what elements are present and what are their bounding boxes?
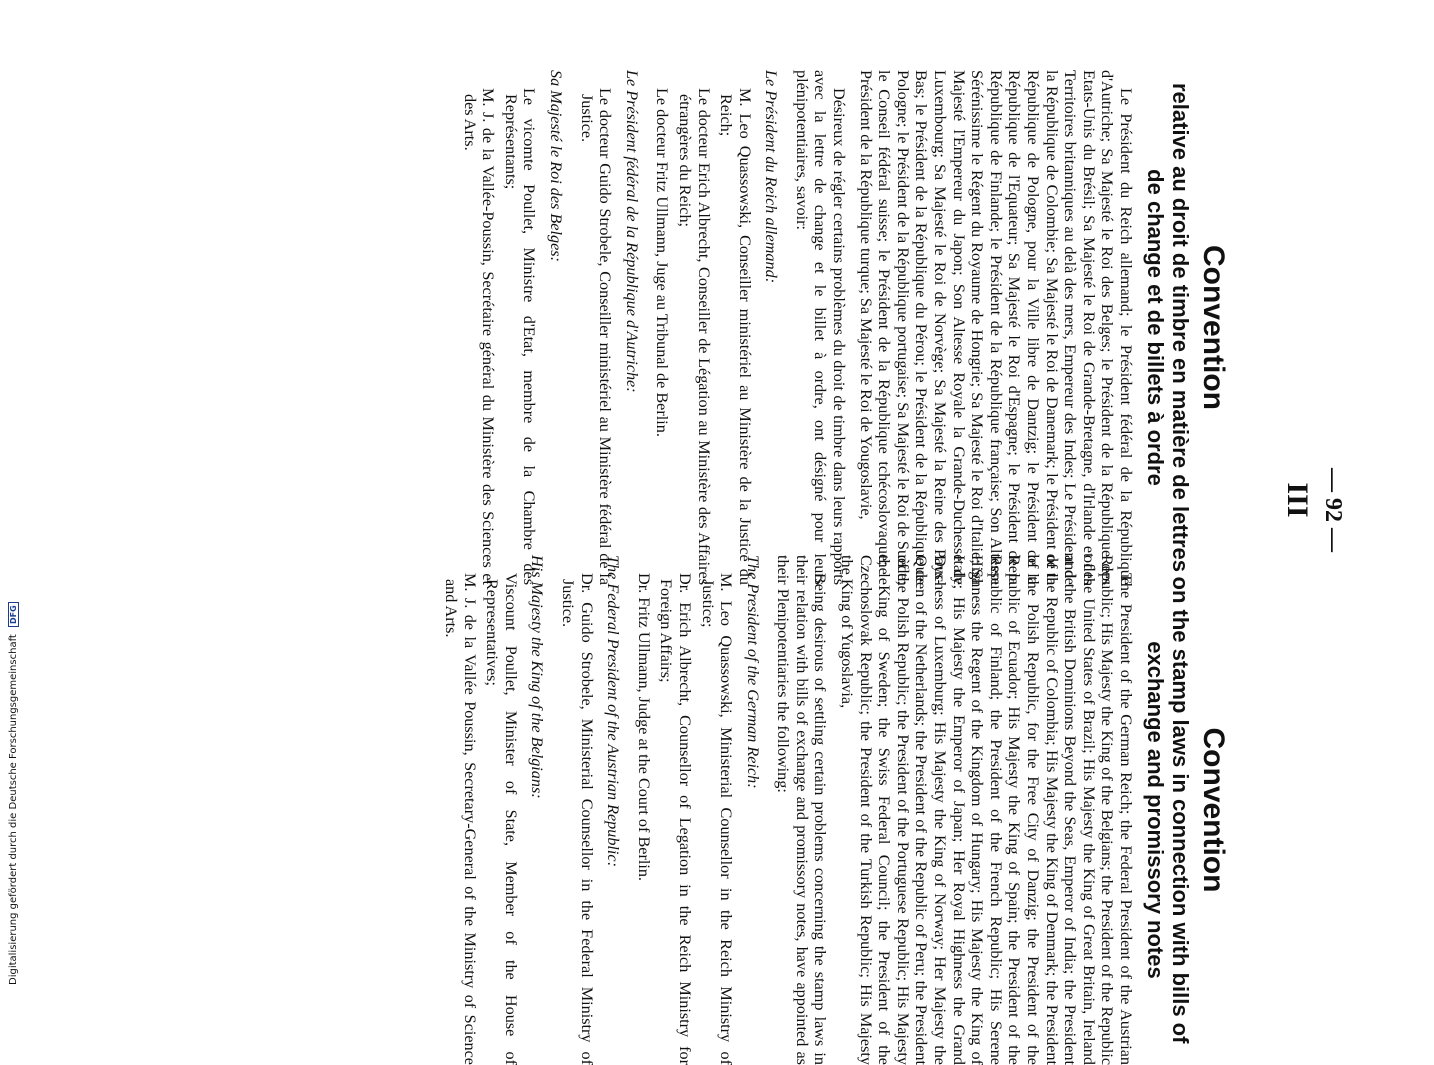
english-column [437, 555, 1229, 1065]
english-delegate: Dr. Erich Albrecht, Counsellor of Legation in the Reich Ministry for Foreign Affairs; [657, 573, 694, 1065]
english-delegate: M. J. de la Vallée Poussin, Secretary-General of the Ministry of Science and Arts. [442, 573, 479, 1065]
french-party-germany: Le Président du Reich allemand: [762, 70, 781, 284]
digitization-note [8, 602, 20, 985]
english-desire: Being desirous of settling certain problems concerning the stamp laws in their relation with bills of exchange and promissory notes, have appointed as their Plenipotentiaries the following: [774, 555, 830, 1065]
french-party-belgium: Sa Majesté le Roi des Belges: [546, 70, 565, 262]
english-delegate: Viscount Poullet, Minister of State, Member of the House of Representatives; [483, 573, 520, 1065]
french-desire: Désireux de régler certains problèmes du droit de timbre dans leurs rapports avec la lettre de change et le billet à ordre, ont désigné pour leurs plénipotentiaires, savoir: [792, 70, 849, 585]
french-delegate: M. Leo Quassowski, Conseiller ministériel au Ministère de la Justice du Reich; [717, 88, 754, 585]
digitization-text: Digitalisierung gefördert durch die Deutsche Forschungsgemeinschaft [8, 634, 19, 985]
english-preamble: The President of the German Reich; the Federal President of the Austrian Republic; His Majesty the King of the Belgians; the President of the Republic of the United States of Brazil; His Majesty the King of Great Britain, Ireland and the British Dominions Beyond the Seas, Emperor of India; the President of the Republic of Colombia; His Majesty the King of Denmark; the President of the Polish Republic, for the Free City of Danzig; the President of the Republic of Ecuador; His Majesty the King of Spain; the President of the Republic of Finland; the President of the French Republic; His Serene Highness the Regent of the Kingdom of Hungary; His Majesty the King of Italy; His Majesty the Emperor of Japan; Her Royal Highness the Grand Duchess of Luxemburg; His Majesty the King of Norway; Her Majesty the Queen of the Netherlands; the President of the Republic of Peru; the President of the Polish Republic; the President of the Portuguese Republic; His Majesty the King of Sweden; the Swiss Federal Council; the President of the Czechoslovak Republic; the President of the Turkish Republic; His Majesty the King of Yugoslavia, [838, 555, 1135, 1065]
french-delegate: M. J. de la Vallée-Poussin, Secrétaire général du Ministère des Sciences et des Arts. [460, 88, 498, 585]
english-delegate: Dr. Guido Strobele, Ministerial Counsellor in the Federal Ministry of Justice. [558, 573, 596, 1065]
french-party-austria: Le Président fédéral de la République d'Autriche: [622, 70, 641, 393]
english-delegate: Dr. Fritz Ullmann, Judge at the Court of Berlin. [634, 573, 653, 881]
french-subtitle: relative au droit de timbre en matière de lettres de change et de billets à ordre [1143, 82, 1193, 573]
page-number: — 92 — [1320, 468, 1346, 552]
french-delegate: Le docteur Erich Albrecht, Conseiller de Légation au Ministère des Affaires étrangères du Reich; [675, 88, 713, 585]
english-delegate: M. Leo Quassowski, Ministerial Counsellor in the Reich Ministry of Justice; [698, 573, 736, 1065]
french-delegate: Le docteur Fritz Ullmann, Juge au Tribunal de Berlin. [653, 88, 672, 437]
section-number: III [1281, 482, 1314, 518]
french-preamble: Le Président du Reich allemand; le Président fédéral de la République d'Autriche; Sa Majesté le Roi des Belges; le Président de la République des Etats-Unis du Brésil; Sa Majesté le Roi de Grande-Bretagne, d'Irlande et des Territoires britanniques au delà des mers, Empereur des Indes; Le Président de la République de Colombie; Sa Majesté le Roi de Danemark; le Président de la République de Pologne, pour la Ville libre de Dantzig; le Président de la République de l'Equateur; Sa Majesté le Roi d'Espagne; le Président de la République de Finlande; le Président de la République française; Son Altesse Sérénissime le Régent du Royaume de Hongrie; Sa Majesté le Roi d'Italie; Sa Majesté l'Empereur du Japon; Son Altesse Royale la Grande-Duchesse de Luxembourg; Sa Majesté le Roi de Norvège; Sa Majesté la Reine des Pays-Bas; le Président de la République du Pérou; le Président de la République de Pologne; le Président de la République portugaise; Sa Majesté le Roi de Suède; le Conseil fédéral suisse; le Président de la République tchécoslovaque; le Président de la République turque; Sa Majesté le Roi de Yougoslavie, [856, 70, 1135, 585]
french-column [456, 70, 1229, 585]
english-title: Convention [1197, 727, 1230, 893]
english-subtitle: on the stamp laws in connection with bills of exchange and promissory notes [1143, 576, 1193, 1044]
english-party-austria: The Federal President of the Austrian Republic: [604, 555, 623, 868]
dfg-logo: DFG [8, 602, 19, 627]
english-party-germany: The President of the German Reich: [743, 555, 762, 789]
french-delegate: Le vicomte Poullet, Ministre d'Etat, membre de la Chambre des Représentants; [501, 88, 539, 585]
french-title: Convention [1197, 245, 1230, 410]
french-delegate: Le docteur Guido Strobele, Conseiller ministériel au Ministère fédéral de la Justice. [577, 88, 615, 585]
english-party-belgium: His Majesty the King of the Belgians: [528, 555, 547, 799]
